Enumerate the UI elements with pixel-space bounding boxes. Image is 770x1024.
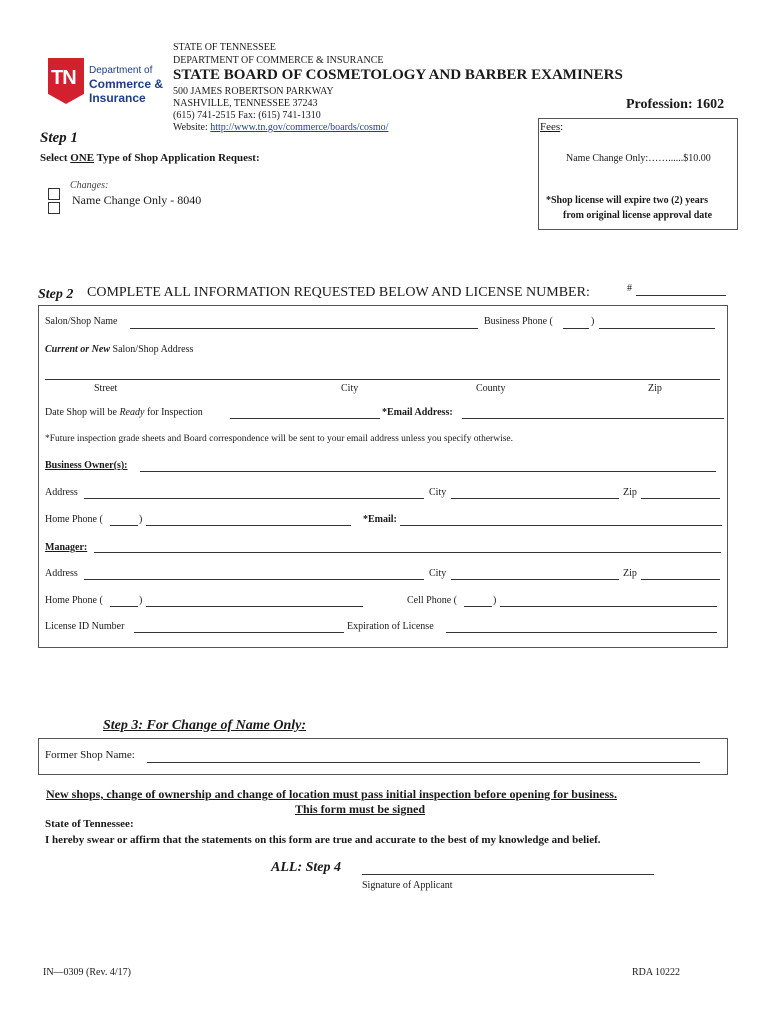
fees-note-1: *Shop license will expire two (2) years (546, 195, 709, 206)
shop-address-field[interactable] (45, 379, 720, 380)
fees-note-2: from original license approval date (563, 210, 713, 221)
expiration-label: Expiration of License (347, 621, 434, 632)
header-board: STATE BOARD OF COSMETOLOGY AND BARBER EXAMINERS (173, 67, 623, 83)
future-note: *Future inspection grade sheets and Board correspondence will be sent to your email address unless you specify otherwise. (45, 434, 514, 444)
email-address-label: *Email Address: (382, 407, 453, 418)
date-pre: Date Shop will be (45, 407, 120, 418)
header-website (173, 122, 388, 133)
notice-line-2: This form must be signed (295, 802, 426, 816)
notice-line-1: New shops, change of ownership and change of location must pass initial inspection before opening for business. (46, 787, 617, 801)
email-address-field[interactable] (462, 418, 724, 419)
option-name-change: Name Change Only - 8040 (72, 193, 202, 207)
manager-address-label: Address (45, 568, 78, 579)
owner-email-field[interactable] (400, 525, 722, 526)
owner-address-label: Address (45, 487, 78, 498)
signature-label: Signature of Applicant (362, 880, 453, 891)
county-label: County (476, 383, 506, 394)
header-state: STATE OF TENNESSEE (173, 42, 276, 53)
oath-text: I hereby swear or affirm that the statements on this form are true and accurate to the best of my knowledge and belief. (45, 834, 601, 846)
owner-city-field[interactable] (451, 498, 619, 499)
inspection-date-label (45, 407, 203, 418)
zip-label: Zip (648, 383, 662, 394)
former-shop-name-label: Former Shop Name: (45, 749, 135, 761)
manager-zip-label: Zip (623, 568, 637, 579)
date-ready: Ready (119, 407, 145, 418)
owner-zip-label: Zip (623, 487, 637, 498)
profession-number: Profession: 1602 (626, 97, 725, 112)
select-pre: Select (40, 152, 71, 164)
header-address: 500 JAMES ROBERTSON PARKWAY (173, 86, 334, 97)
select-post: Type of Shop Application Request: (94, 152, 260, 164)
fees-label (540, 121, 563, 133)
manager-home-phone-field[interactable] (146, 606, 363, 607)
date-post: for Inspection (144, 407, 203, 418)
salon-name-field[interactable] (130, 328, 478, 329)
license-id-field[interactable] (134, 632, 344, 633)
business-phone-field[interactable] (599, 328, 715, 329)
owner-home-phone-paren: ) (139, 514, 143, 525)
manager-city-label: City (429, 568, 447, 579)
owner-address-field[interactable] (84, 498, 424, 499)
fees-name-change: Name Change Only:……......$10.00 (566, 153, 711, 164)
header-dept: DEPARTMENT OF COMMERCE & INSURANCE (173, 55, 384, 66)
logo-line-3: Insurance (89, 91, 146, 105)
business-phone-area-field[interactable] (563, 328, 589, 329)
logo-line-2: Commerce & (89, 77, 164, 91)
website-label: Website: (173, 122, 211, 133)
logo-tn-text: TN (51, 67, 76, 89)
logo-line-1: Department of (89, 65, 153, 76)
manager-cell-phone-area[interactable] (464, 606, 492, 607)
manager-address-field[interactable] (84, 579, 424, 580)
step1-title: Step 1 (40, 130, 78, 146)
signature-field[interactable] (362, 874, 654, 875)
street-label: Street (94, 383, 118, 394)
salon-name-label: Salon/Shop Name (45, 316, 118, 327)
license-hash: # (627, 283, 632, 294)
select-one: ONE (70, 152, 95, 164)
step4-title: ALL: Step 4 (271, 860, 341, 875)
footer-form-number: IN—0309 (Rev. 4/17) (43, 967, 131, 978)
step2-title: Step 2 (38, 287, 74, 302)
manager-cell-phone-label: Cell Phone ( (407, 595, 457, 606)
owner-home-phone-label: Home Phone ( (45, 514, 103, 525)
step1-select (40, 152, 260, 164)
owner-home-phone-area[interactable] (110, 525, 138, 526)
business-owners-label: Business Owner(s): (45, 460, 128, 471)
checkbox-name-change[interactable] (48, 202, 60, 214)
address-heading-text: Salon/Shop Address (110, 344, 194, 355)
owner-email-label: *Email: (363, 514, 397, 525)
owner-zip-field[interactable] (641, 498, 720, 499)
manager-zip-field[interactable] (641, 579, 720, 580)
header-city: NASHVILLE, TENNESSEE 37243 (173, 98, 318, 109)
former-shop-name-field[interactable] (147, 762, 700, 763)
owner-city-label: City (429, 487, 447, 498)
website-link[interactable]: http://www.tn.gov/commerce/boards/cosmo/ (210, 122, 389, 133)
expiration-field[interactable] (446, 632, 717, 633)
business-phone-label: Business Phone ( (484, 316, 553, 327)
step2-heading: COMPLETE ALL INFORMATION REQUESTED BELOW AND LICENSE NUMBER: (87, 285, 590, 300)
step3-title: Step 3: For Change of Name Only: (103, 718, 306, 733)
business-owners-field[interactable] (140, 471, 716, 472)
manager-home-phone-area[interactable] (110, 606, 138, 607)
manager-home-phone-label: Home Phone ( (45, 595, 103, 606)
checkbox-1[interactable] (48, 188, 60, 200)
manager-city-field[interactable] (451, 579, 619, 580)
changes-label: Changes: (70, 180, 109, 191)
footer-rda: RDA 10222 (632, 967, 681, 978)
owner-home-phone-field[interactable] (146, 525, 351, 526)
license-number-line[interactable] (636, 295, 726, 296)
tn-logo (48, 58, 168, 106)
fees-colon: : (560, 121, 564, 133)
manager-cell-phone-field[interactable] (500, 606, 717, 607)
fees-label-text: Fees (540, 121, 561, 133)
manager-label: Manager: (45, 542, 88, 553)
inspection-date-field[interactable] (230, 418, 380, 419)
step3-box (38, 738, 728, 775)
manager-home-phone-paren: ) (139, 595, 143, 606)
manager-cell-phone-paren: ) (493, 595, 497, 606)
city-label: City (341, 383, 359, 394)
header-phone: (615) 741-2515 Fax: (615) 741-1310 (173, 110, 321, 121)
business-phone-paren: ) (591, 316, 595, 327)
manager-field[interactable] (94, 552, 721, 553)
license-id-label: License ID Number (45, 621, 125, 632)
address-current-new: Current or New (45, 344, 111, 355)
oath-state: State of Tennessee: (45, 818, 134, 830)
address-heading (45, 344, 193, 355)
